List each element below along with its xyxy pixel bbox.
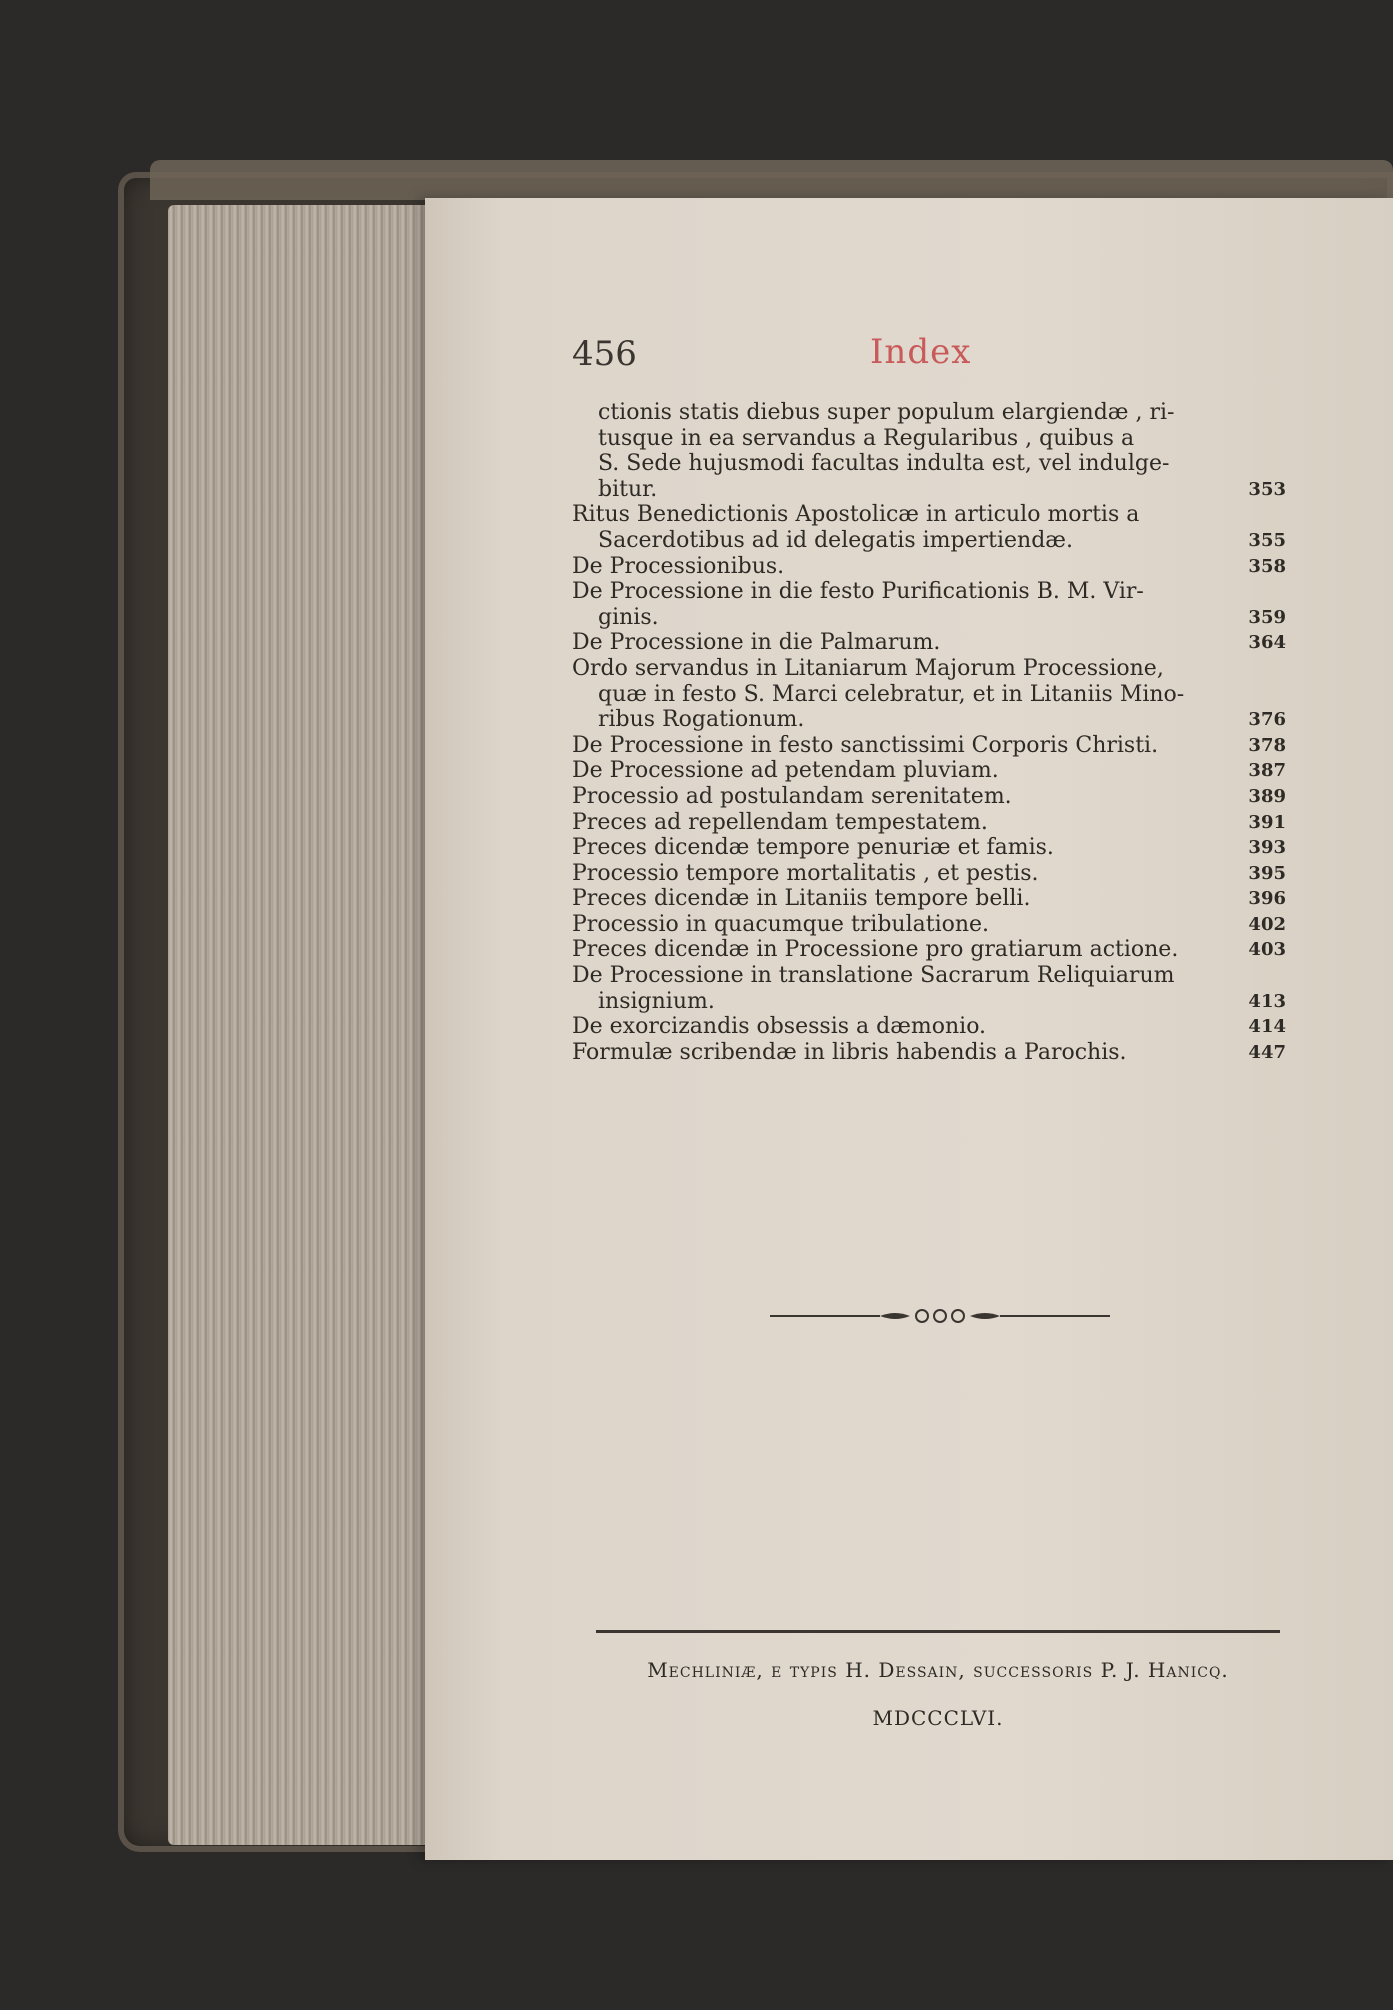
index-entry-page: 358 <box>1248 555 1286 577</box>
page-number: 456 <box>572 334 637 374</box>
index-entry-line: Preces ad repellendam tempestatem. <box>572 809 988 835</box>
index-entry-line: Processio ad postulandam serenitatem. <box>572 783 1012 809</box>
index-entry-page: 359 <box>1248 606 1286 628</box>
index-entry <box>572 733 1292 759</box>
ornament-divider <box>770 1306 1110 1326</box>
index-entry-line: De Processione in die festo Purificationis B. M. Vir- <box>572 579 1144 605</box>
index-entry-page: 413 <box>1248 990 1286 1012</box>
index-entry-page: 355 <box>1248 529 1286 551</box>
index-entry-page: 395 <box>1248 862 1286 884</box>
index-entry-line: ginis. <box>598 604 659 630</box>
index-entry-line: Preces dicendæ tempore penuriæ et famis. <box>572 835 1054 861</box>
index-entry-line: insignium. <box>598 988 715 1014</box>
index-entry-line: De Processione in translatione Sacrarum Reliquiarum <box>572 963 1175 989</box>
index-entry <box>572 579 1292 630</box>
index-entry <box>572 554 1292 580</box>
page-edges <box>168 205 440 1845</box>
index-entry-line: tusque in ea servandus a Regularibus , quibus a <box>598 425 1135 451</box>
index-entry-line: De Processione in festo sanctissimi Corporis Christi. <box>572 732 1159 758</box>
index-entry-line: Preces dicendæ in Processione pro gratiarum actione. <box>572 937 1179 963</box>
index-entry-page: 403 <box>1248 939 1286 961</box>
index-entry <box>572 400 1292 502</box>
running-head <box>572 334 1292 374</box>
colophon-rule <box>596 1630 1280 1633</box>
index-entry <box>572 784 1292 810</box>
index-entry-page: 391 <box>1248 811 1286 833</box>
index-entry-line: ribus Rogationum. <box>598 707 805 733</box>
index-entry <box>572 963 1292 1014</box>
index-entry <box>572 886 1292 912</box>
index-entry-line: Processio tempore mortalitatis , et pestis. <box>572 860 1039 886</box>
index-entry-line: De Processione in die Palmarum. <box>572 630 941 656</box>
index-entry-line: S. Sede hujusmodi facultas indulta est, vel indulge- <box>598 451 1170 477</box>
index-entry <box>572 758 1292 784</box>
index-entry-line: Ritus Benedictionis Apostolicæ in articulo mortis a <box>572 502 1140 528</box>
index-entry-page: 402 <box>1248 913 1286 935</box>
running-title: Index <box>870 332 972 372</box>
index-entry-line: Formulæ scribendæ in libris habendis a Parochis. <box>572 1039 1127 1065</box>
index-entry <box>572 1040 1292 1066</box>
index-entry-line: De Processione ad petendam pluviam. <box>572 758 999 784</box>
index-entry <box>572 1014 1292 1040</box>
index-entry <box>572 502 1292 553</box>
index-entry-page: 364 <box>1248 632 1286 654</box>
index-entry-page: 387 <box>1248 760 1286 782</box>
index-list <box>572 400 1292 1065</box>
index-entry-line: Sacerdotibus ad id delegatis impertiendæ. <box>598 527 1073 553</box>
index-entry <box>572 861 1292 887</box>
index-entry-page: 376 <box>1248 709 1286 731</box>
index-entry-line: Processio in quacumque tribulatione. <box>572 911 990 937</box>
index-entry <box>572 912 1292 938</box>
index-entry-page: 396 <box>1248 888 1286 910</box>
colophon-year: MDCCCLVI. <box>872 1706 1004 1730</box>
index-entry <box>572 937 1292 963</box>
index-entry <box>572 630 1292 656</box>
index-entry-line: Ordo servandus in Litaniarum Majorum Processione, <box>572 655 1164 681</box>
index-entry-line: Preces dicendæ in Litaniis tempore belli. <box>572 886 1031 912</box>
index-entry-line: quæ in festo S. Marci celebratur, et in Litaniis Mino- <box>598 681 1185 707</box>
index-entry-line: ctionis statis diebus super populum elargiendæ , ri- <box>598 400 1175 425</box>
index-entry-page: 414 <box>1248 1016 1286 1038</box>
index-entry-page: 447 <box>1248 1041 1286 1063</box>
index-entry-page: 389 <box>1248 785 1286 807</box>
index-entry <box>572 835 1292 861</box>
index-entry-page: 353 <box>1248 478 1286 500</box>
book-cover-top-edge <box>150 160 1393 200</box>
index-entry-line: bitur. <box>598 476 658 502</box>
index-entry <box>572 810 1292 836</box>
index-entry-line: De exorcizandis obsessis a dæmonio. <box>572 1014 987 1040</box>
index-entry-line: De Processionibus. <box>572 553 785 579</box>
index-entry-page: 393 <box>1248 837 1286 859</box>
index-entry-page: 378 <box>1248 734 1286 756</box>
colophon-imprint: Mechliniæ, e typis H. Dessain, successoris P. J. Hanicq. <box>647 1658 1229 1682</box>
index-entry <box>572 656 1292 733</box>
